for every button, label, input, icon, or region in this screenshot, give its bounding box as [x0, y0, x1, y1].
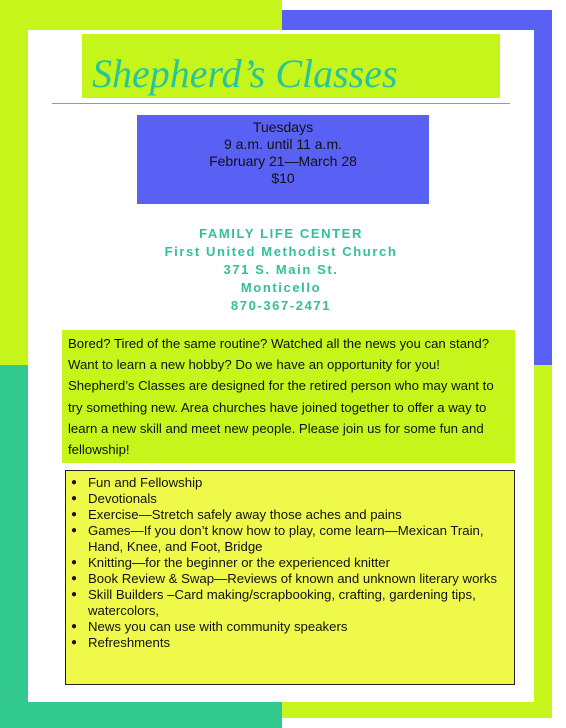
list-item: ● Knitting—for the beginner or the experienced knitter [71, 555, 391, 570]
list-item: ● Games—If you don’t know how to play, come learn—Mexican Train, Hand, Knee, and Foot, Bridge [71, 523, 484, 554]
page-title: Shepherd’s Classes [92, 51, 398, 96]
list-item: ● Fun and Fellowship [71, 475, 203, 490]
address-street: 371 S. Main St. [223, 262, 339, 277]
bullet-icon: ● [71, 573, 78, 584]
address-venue: FAMILY LIFE CENTER [199, 226, 363, 241]
list-item: ● Exercise—Stretch safely away those aches and pains [71, 507, 402, 522]
bullet-icon: ● [71, 525, 78, 536]
bullet-icon: ● [71, 493, 78, 504]
list-item: ● News you can use with community speakers [71, 619, 348, 634]
bullet-icon: ● [71, 589, 78, 600]
bullet-icon: ● [71, 477, 78, 488]
schedule-dates: February 21—March 28 [209, 153, 357, 169]
bullet-icon: ● [71, 621, 78, 632]
bullet-icon: ● [71, 509, 78, 520]
address-church: First United Methodist Church [164, 244, 398, 259]
intro-paragraph: Bored? Tired of the same routine? Watched all the news you can stand? Want to learn a new hobby? Do we have an opportunity for you! Shepherd’s Classes are designed for the retired person who may want to try something new. Area churches have joined together to offer a way to learn a new skill and meet new people. Please join us for some fun and fellowship! [62, 330, 515, 463]
activities-box [65, 470, 515, 685]
schedule-day: Tuesdays [252, 119, 314, 135]
schedule-time: 9 a.m. until 11 a.m. [223, 136, 342, 152]
address-block [28, 225, 534, 315]
bullet-icon: ● [71, 637, 78, 648]
list-item: ● Devotionals [71, 491, 157, 506]
list-item: ● Book Review & Swap—Reviews of known and unknown literary works [71, 571, 497, 586]
schedule-price: $10 [271, 170, 295, 186]
list-item: ● Refreshments [71, 635, 171, 650]
schedule-box [137, 115, 429, 204]
bullet-icon: ● [71, 557, 78, 568]
address-phone: 870-367-2471 [230, 298, 332, 313]
divider [52, 103, 510, 104]
activities-list [70, 475, 508, 651]
list-item: ● Skill Builders –Card making/scrapbooking, crafting, gardening tips, watercolors, [71, 587, 476, 618]
address-city: Monticello [240, 280, 322, 295]
